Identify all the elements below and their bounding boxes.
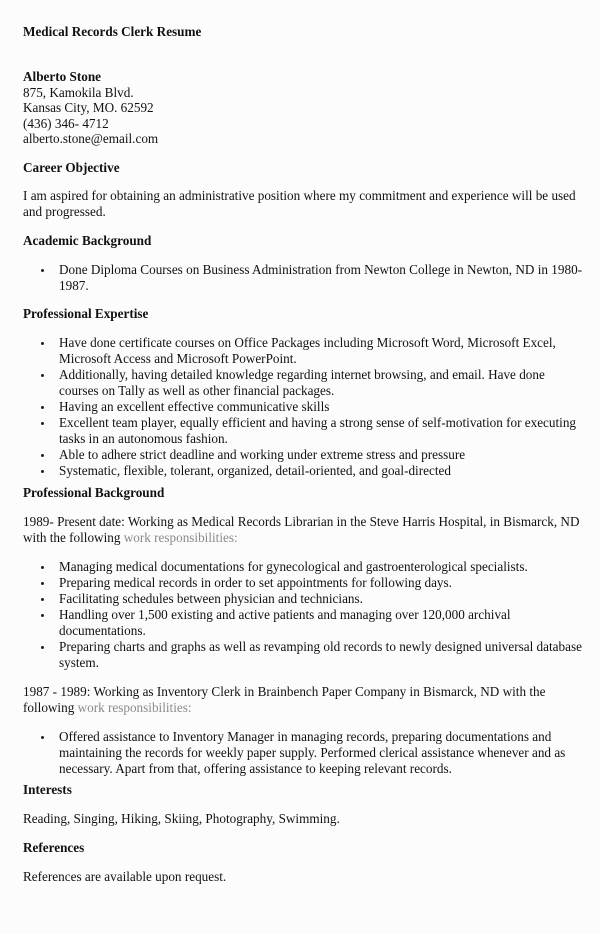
- job-responsibilities-list: [23, 729, 583, 777]
- address-line-1: 875, Kamokila Blvd.: [23, 84, 134, 100]
- section-heading: Professional Expertise: [23, 306, 149, 321]
- job-intro-text: 1989- Present date: Working as Medical Records Librarian in the Steve Harris Hospital, in Bismarck, ND with the following: [23, 514, 580, 545]
- job-intro: [23, 514, 583, 546]
- document-title: Medical Records Clerk Resume: [23, 24, 202, 39]
- job-intro: [23, 684, 583, 716]
- interests-text: Reading, Singing, Hiking, Skiing, Photography, Swimming.: [23, 811, 340, 826]
- professional-background-section: [23, 485, 583, 777]
- list-item: Handling over 1,500 existing and active patients and managing over 120,000 archival documentations.: [23, 607, 583, 639]
- section-heading: Professional Background: [23, 485, 165, 500]
- candidate-name: Alberto Stone: [23, 69, 102, 84]
- list-item: Able to adhere strict deadline and working under extreme stress and pressure: [23, 447, 583, 463]
- list-item: Preparing medical records in order to set appointments for following days.: [23, 575, 583, 591]
- address-line-2: Kansas City, MO. 62592: [23, 100, 154, 115]
- contact-block: [23, 69, 158, 147]
- academic-background-section: [23, 233, 583, 294]
- interests-section: [23, 782, 583, 827]
- job-intro-text: 1987 - 1989: Working as Inventory Clerk in Brainbench Paper Company in Bismarck, ND with the following: [23, 684, 546, 715]
- list-item: Have done certificate courses on Office Packages including Microsoft Word, Microsoft Excel, Microsoft Access and Microsoft PowerPoint.: [23, 335, 583, 367]
- email-address: alberto.stone@email.com: [23, 131, 159, 146]
- section-heading: References: [23, 840, 85, 855]
- professional-expertise-section: [23, 306, 583, 479]
- job-responsibilities-list: [23, 559, 583, 671]
- list-item: Done Diploma Courses on Business Administration from Newton College in Newton, ND in 1980-1987.: [23, 262, 583, 294]
- list-item: Systematic, flexible, tolerant, organized, detail-oriented, and goal-directed: [23, 463, 583, 479]
- references-text: References are available upon request.: [23, 869, 227, 884]
- list-item: Facilitating schedules between physician and technicians.: [23, 591, 583, 607]
- section-heading: Interests: [23, 782, 72, 797]
- list-item: Excellent team player, equally efficient and having a strong sense of self-motivation for executing tasks in an autonomous fashion.: [23, 415, 583, 447]
- job-intro-light-text: work responsibilities:: [77, 700, 192, 715]
- list-item: Having an excellent effective communicative skills: [23, 399, 583, 415]
- list-item: Managing medical documentations for gynecological and gastroenterological specialists.: [23, 559, 583, 575]
- list-item: Additionally, having detailed knowledge regarding internet browsing, and email. Have done courses on Tally as well as other financial packages.: [23, 367, 583, 399]
- career-objective-section: [23, 160, 583, 220]
- section-heading: Academic Background: [23, 233, 152, 248]
- job-intro-light-text: work responsibilities:: [123, 530, 238, 545]
- expertise-list: [23, 335, 583, 479]
- list-item: Preparing charts and graphs as well as revamping old records to newly designed universal database system.: [23, 639, 583, 671]
- list-item: Offered assistance to Inventory Manager in managing records, preparing documentations and maintaining the records for weekly paper supply. Performed clerical assistance whenever and as necessary. Apart from that, offering assistance to keeping relevant records.: [23, 729, 583, 777]
- phone-number: (436) 346- 4712: [23, 115, 109, 131]
- references-section: [23, 840, 583, 885]
- academic-list: [23, 262, 583, 294]
- career-objective-text: I am aspired for obtaining an administrative position where my commitment and experience will be used and progressed.: [23, 188, 576, 219]
- section-heading: Career Objective: [23, 160, 120, 175]
